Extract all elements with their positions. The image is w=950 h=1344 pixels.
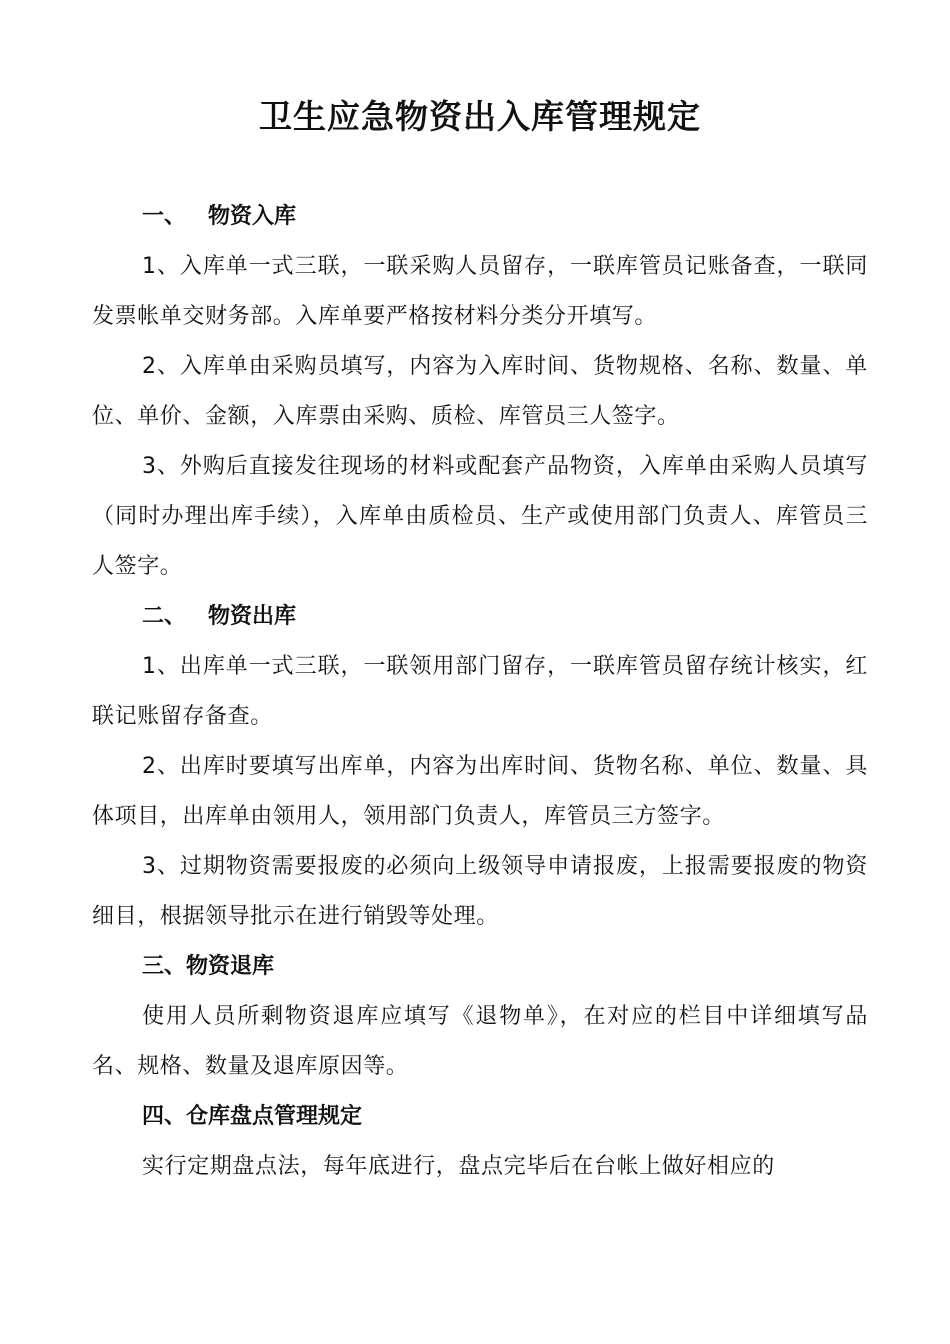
paragraph: 2、出库时要填写出库单，内容为出库时间、货物名称、单位、数量、具体项目，出库单由领用人，领用部门负责人，库管员三方签字。 <box>92 754 868 829</box>
section-number: 三、 <box>142 954 187 979</box>
section-title: 物资退库 <box>186 954 275 979</box>
paragraph: 实行定期盘点法，每年底进行，盘点完毕后在台帐上做好相应的 <box>142 1154 775 1179</box>
section-heading-inventory <box>92 1092 868 1142</box>
section-number: 一、 <box>142 204 187 229</box>
section-heading-outbound <box>92 592 868 642</box>
paragraph: 2、入库单由采购员填写，内容为入库时间、货物规格、名称、数量、单位、单价、金额，入库票由采购、质检、库管员三人签字。 <box>92 354 868 429</box>
document-title: 卫生应急物资出入库管理规定 <box>259 97 701 136</box>
document-body <box>92 192 868 1192</box>
paragraph: 3、外购后直接发往现场的材料或配套产品物资，入库单由采购人员填写（同时办理出库手续），入库单由质检员、生产或使用部门负责人、库管员三人签字。 <box>92 454 868 579</box>
paragraph: 3、过期物资需要报废的必须向上级领导申请报废，上报需要报废的物资细目，根据领导批示在进行销毁等处理。 <box>92 854 868 929</box>
paragraph: 1、入库单一式三联，一联采购人员留存，一联库管员记账备查，一联同发票帐单交财务部。入库单要严格按材料分类分开填写。 <box>92 254 868 329</box>
section-heading-inbound <box>92 192 868 242</box>
section-number: 四、 <box>142 1104 187 1129</box>
paragraph: 使用人员所剩物资退库应填写《退物单》，在对应的栏目中详细填写品名、规格、数量及退库原因等。 <box>92 1004 868 1079</box>
section-title: 仓库盘点管理规定 <box>186 1104 363 1129</box>
section-heading-return <box>92 942 868 992</box>
section-title: 物资出库 <box>208 604 297 629</box>
section-number: 二、 <box>142 604 187 629</box>
section-title: 物资入库 <box>208 204 297 229</box>
paragraph: 1、出库单一式三联，一联领用部门留存，一联库管员留存统计核实，红联记账留存备查。 <box>92 654 868 729</box>
